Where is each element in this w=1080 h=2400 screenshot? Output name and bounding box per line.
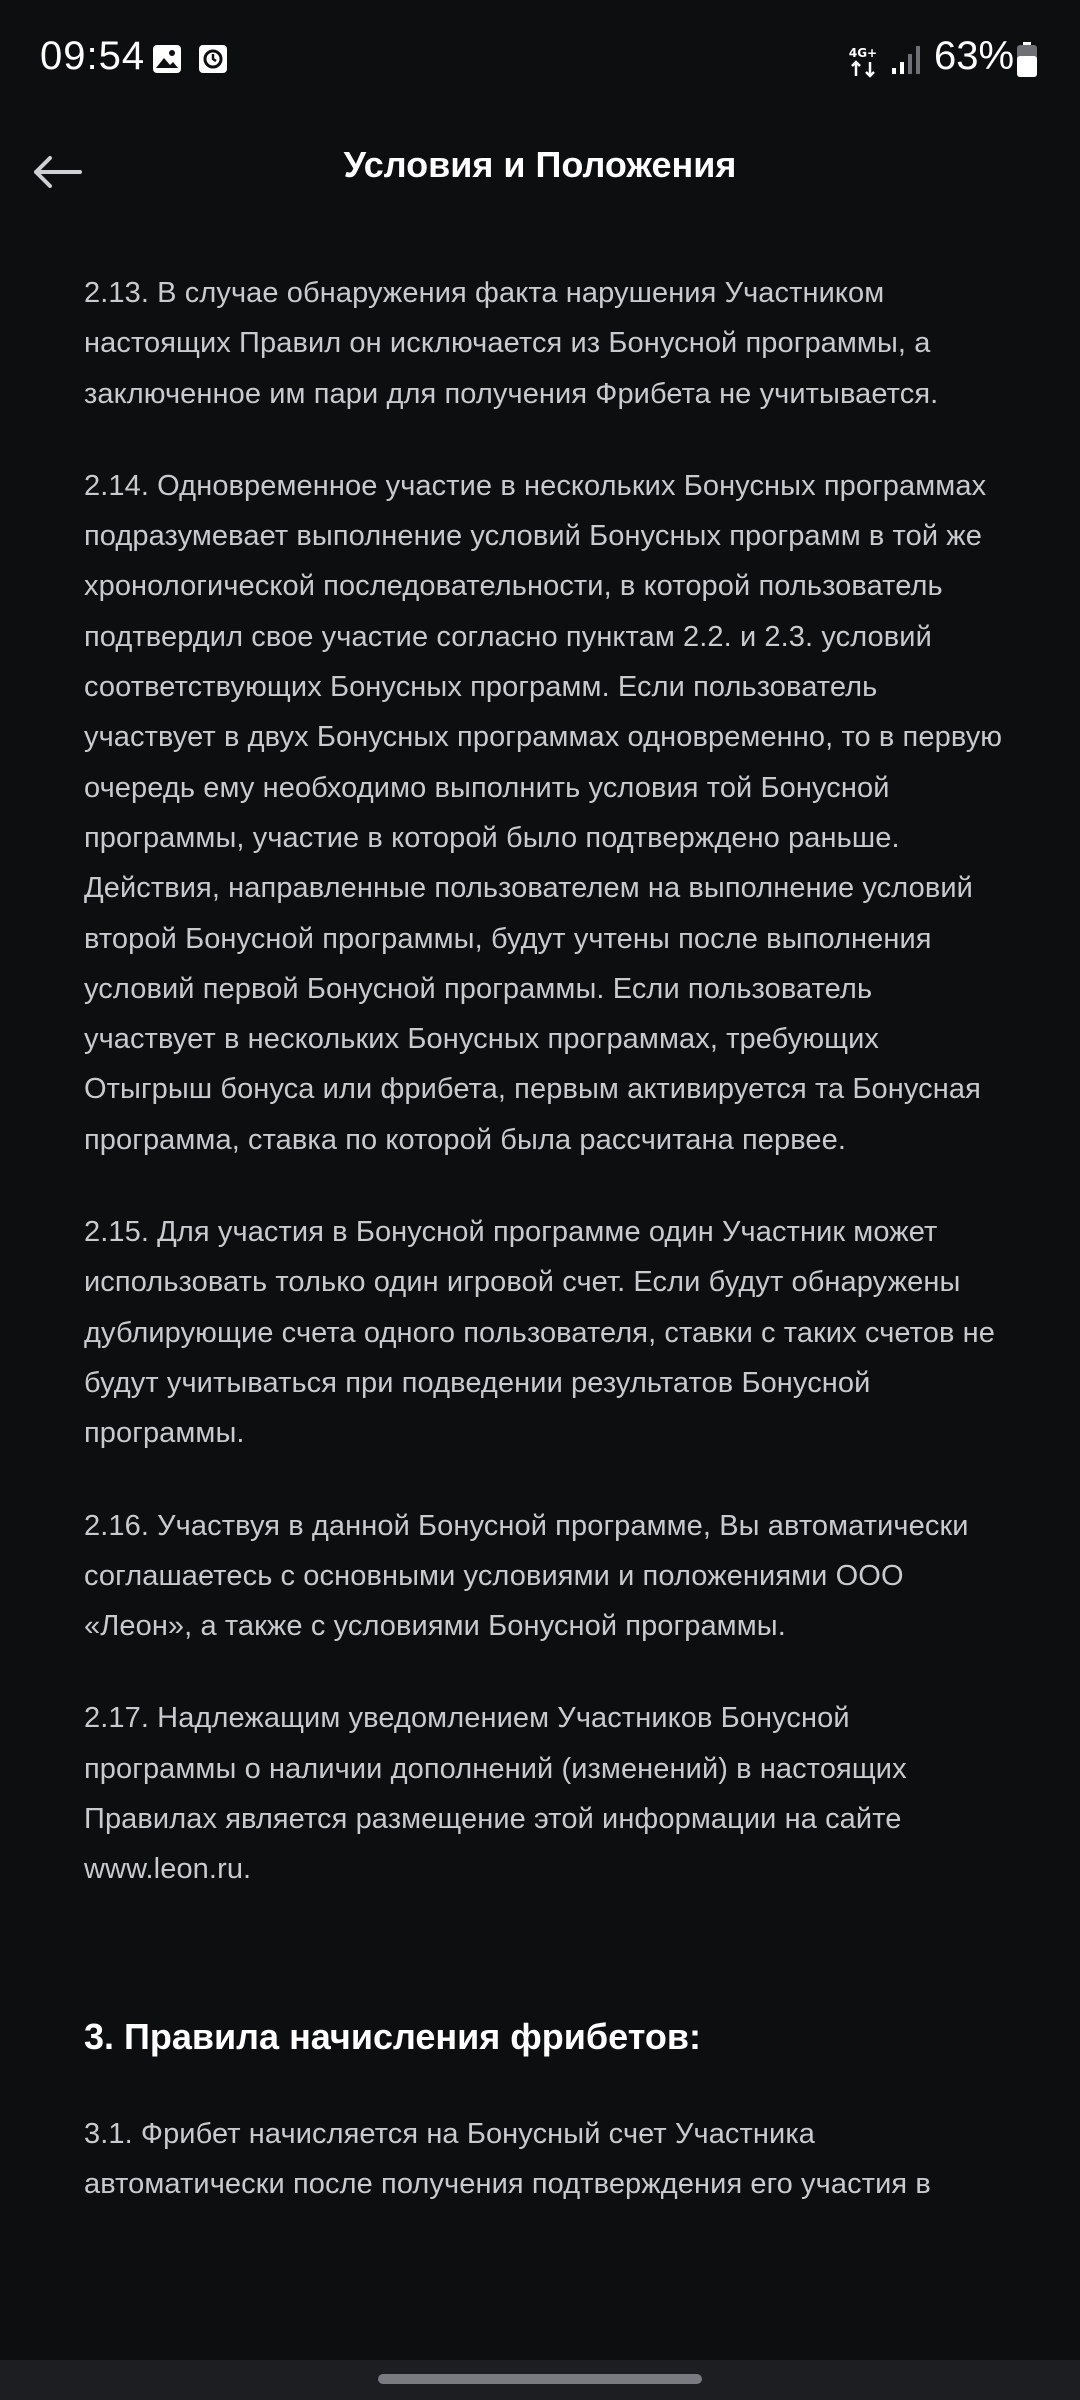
paragraph-2-17: 2.17. Надлежащим уведомлением Участников Бонусной программы о наличии дополнений (изменений) в настоящих Правилах является размещение этой информации на сайте www.leon.ru.	[84, 1702, 907, 1886]
paragraph-2-16: 2.16. Участвуя в данной Бонусной программе, Вы автоматически соглашаетесь с основными условиями и положениями ООО «Леон», а также с условиями Бонусной программы.	[84, 1509, 969, 1643]
terms-content	[84, 268, 1004, 2251]
battery-percentage: 63%	[934, 34, 1015, 78]
home-gesture-handle[interactable]	[378, 2374, 702, 2384]
paragraph-3-1: 3.1. Фрибет начисляется на Бонусный счет Участника автоматически после получения подтверждения его участия в	[84, 2117, 931, 2200]
status-time: 09:54	[40, 34, 146, 78]
paragraph-2-14: 2.14. Одновременное участие в нескольких Бонусных программах подразумевает выполнение условий Бонусных программ в той же хронологической последовательности, в которой пользователь подтвердил свое участие согласно пунктам 2.2. и 2.3. условий соответствующих Бонусных программ. Если пользователь участвует в двух Бонусных программах одновременно, то в первую очередь ему необходимо выполнить условия той Бонусной программы, участие в которой было подтверждено раньше. Действия, направленные пользователем на выполнение условий второй Бонусной программы, будут учтены после выполнения условий первой Бонусной программы. Если пользователь участвует в нескольких Бонусных программах, требующих Отыгрыш бонуса или фрибета, первым активируется та Бонусная программа, ставка по которой была рассчитана первее.	[84, 469, 1003, 1156]
status-bar	[0, 0, 1080, 120]
paragraph-2-13: 2.13. В случае обнаружения факта нарушения Участником настоящих Правил он исключается из Бонусной программы, а заключенное им пари для получения Фрибета не учитывается.	[84, 277, 939, 410]
signal-icon	[890, 44, 922, 76]
page-title: Условия и Положения	[343, 144, 737, 185]
app-header	[0, 120, 1080, 220]
svg-text:4G+: 4G+	[848, 46, 878, 60]
network-4g-icon	[846, 44, 880, 78]
battery-icon	[1016, 42, 1038, 78]
section-3-heading: 3. Правила начисления фрибетов:	[84, 2015, 701, 2057]
clock-icon	[198, 44, 228, 74]
paragraph-2-15: 2.15. Для участия в Бонусной программе один Участник может использовать только один игровой счет. Если будут обнаружены дублирующие счета одного пользователя, ставки с таких счетов не будут учитываться при подведении результатов Бонусной программы.	[84, 1216, 995, 1450]
navigation-bar	[0, 2360, 1080, 2400]
gallery-icon	[152, 44, 182, 74]
